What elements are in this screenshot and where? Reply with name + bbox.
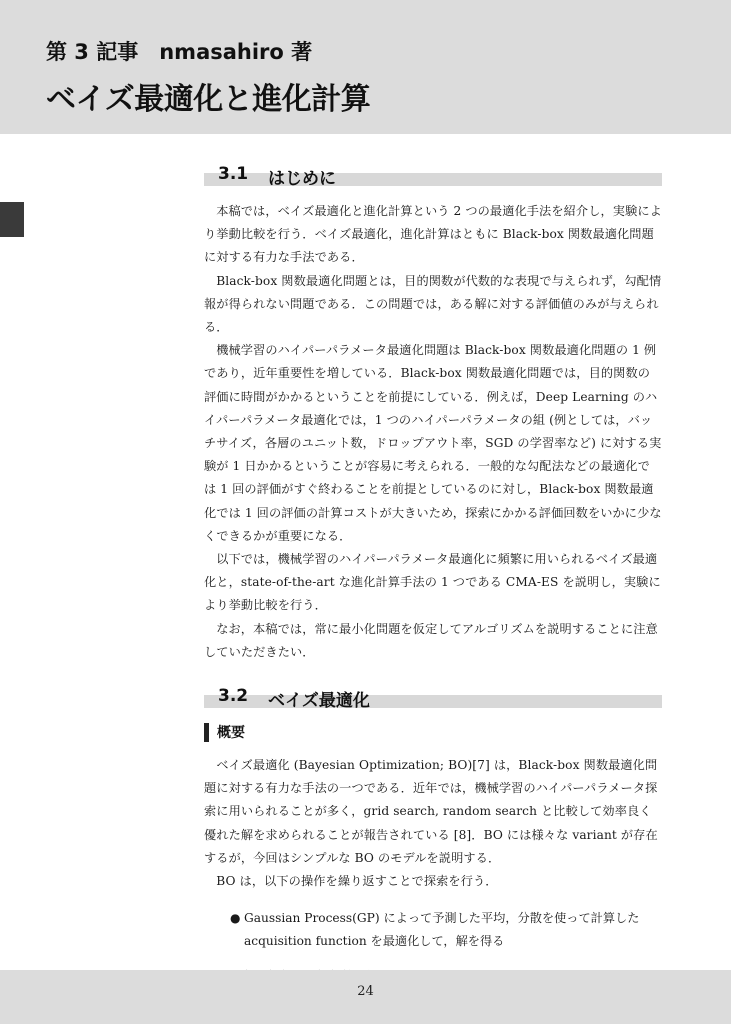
chapter-author-line: 第 3 記事 nmasahiro 著 [46,40,313,64]
paragraph: ベイズ最適化 (Bayesian Optimization; BO)[7] は，Black-box 関数最適化問題に対する有力な手法の一つである．近年では，機械学習のハイパーパラメータ探索に用いられることが多く，grid search, random search と比較して効率良く優れた解を求められることが報告されている [8]．BO には様々な variant が存在するが，今回はシンプルな BO のモデルを説明する． [204,758,658,865]
article-title: ベイズ最適化と進化計算 [46,82,371,117]
list-item-text: Gaussian Process(GP) によって予測した平均，分散を使って計算した acquisition function を最適化して，解を得る [244,911,640,949]
section-heading-3-1 [204,164,662,188]
main-content [204,164,662,1000]
section-title: ベイズ最適化 [268,691,370,712]
subsection-title: 概要 [217,725,245,742]
paragraph: なお，本稿では，常に最小化問題を仮定してアルゴリズムを説明することに注意していただきたい． [204,621,658,659]
paragraph: 以下では，機械学習のハイパーパラメータ最適化に頻繁に用いられるベイズ最適化と，state-of-the-art な進化計算手法の 1 つである CMA-ES を説明し，実験により挙動比較を行う． [204,552,661,613]
paragraph: BO は，以下の操作を繰り返すことで探索を行う． [216,874,498,889]
section-number: 3.2 [218,686,249,707]
page-number: 24 [357,984,374,999]
paragraph: Black-box 関数最適化問題とは，目的関数が代数的な表現で与えられず，勾配情報が得られない問題である．この問題では，ある解に対する評価値のみが与えられる． [204,273,662,335]
chapter-side-tab [0,202,24,237]
bullet-icon: ● [230,911,241,926]
page-header [0,0,731,134]
page-footer [0,970,731,1024]
subsection-heading [204,722,662,742]
section-title: はじめに [268,169,336,189]
list-item [204,907,662,953]
subsection-marker [204,723,209,742]
section-heading-3-2 [204,686,662,710]
paragraph: 機械学習のハイパーパラメータ最適化問題は Black-box 関数最適化問題の 1 例であり，近年重要性を増している．Black-box 関数最適化問題では，目的関数の評価に時間がかかるということを前提にしている．例えば，Deep Learning のハイパーパラメータ最適化では，1 つのハイパーパラメータの組 (例としては，バッチサイズ，各層のユニット数，ドロップアウト率，SGD の学習率など) に対する実験が 1 日かかるということが容易に考えられる．一般的な勾配法などの最適化では 1 回の評価がすぐ終わることを前提としているのに対し，Black-box 関数最適化では 1 回の評価の計算コストが大きいため，探索にかかる評価回数をいかに少なくできるかが重要になる． [204,343,662,543]
paragraph: 本稿では，ベイズ最適化と進化計算という 2 つの最適化手法を紹介し，実験により挙動比較を行う．ベイズ最適化，進化計算はともに Black-box 関数最適化問題に対する有力な手法である． [204,204,662,265]
section-number: 3.1 [218,164,249,184]
